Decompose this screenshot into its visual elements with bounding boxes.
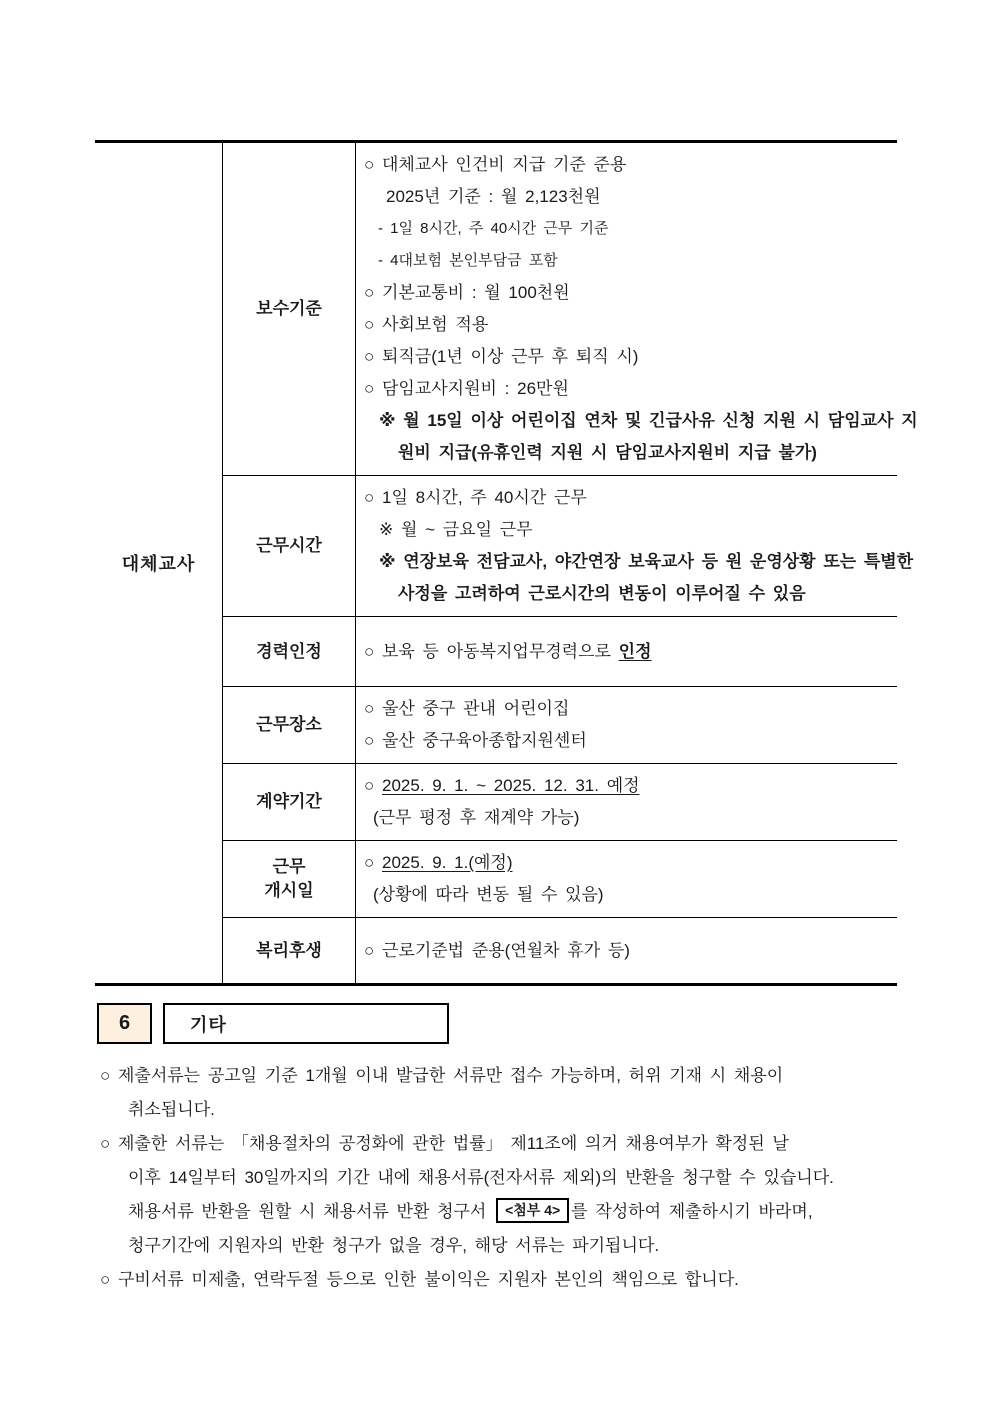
row-content-welfare — [355, 917, 897, 983]
contract-dates-underlined: 2025. 9. 1. ~ 2025. 12. 31. 예정 — [382, 776, 640, 795]
start-date-underlined: 2025. 9. 1.(예정) — [382, 853, 513, 872]
category-cell-substitute-teacher: 대체교사 — [121, 554, 196, 574]
compensation-line: ○ 담임교사지원비 : 26만원 — [364, 379, 569, 398]
start-date-line — [364, 847, 893, 879]
row-content-work-location — [355, 686, 897, 763]
start-date-label-line: 개시일 — [264, 881, 314, 900]
career-underlined-text: 인정 — [618, 641, 652, 661]
compensation-note-line: 원비 지급(유휴인력 지원 시 담임교사지원비 지급 불가) — [398, 443, 817, 462]
section-header — [97, 1003, 449, 1044]
start-date-bullet: ○ — [364, 853, 382, 872]
row-content-working-hours — [355, 475, 914, 616]
working-hours-note-line: ※ 연장보육 전담교사, 야간연장 보육교사 등 원 운영상황 또는 특별한 — [379, 552, 914, 571]
compensation-line: - 4대보험 본인부담금 포함 — [378, 252, 558, 269]
row-label-contract-period: 계약기간 — [222, 763, 355, 840]
note-line — [100, 1195, 960, 1229]
compensation-line: ○ 기본교통비 : 월 100천원 — [364, 283, 570, 302]
work-location-line: ○ 울산 중구 관내 어린이집 — [364, 699, 570, 718]
substitute-teacher-terms-table — [95, 140, 918, 986]
row-label-compensation: 보수기준 — [222, 143, 355, 475]
row-label-working-hours: 근무시간 — [222, 475, 355, 616]
row-label-career-recognition: 경력인정 — [222, 616, 355, 686]
note-line: 청구기간에 지원자의 반환 청구가 없을 경우, 해당 서류는 파기됩니다. — [128, 1236, 660, 1255]
note-line: ○ 제출한 서류는 「채용절차의 공정화에 관한 법률」 제11조에 의거 채용여부가 확정된 날 — [100, 1134, 789, 1153]
welfare-line: ○ 근로기준법 준용(연월차 휴가 등) — [364, 940, 630, 960]
row-label-start-date — [222, 840, 355, 917]
row-content-contract-period — [355, 763, 897, 840]
start-date-label-line: 근무 — [272, 857, 306, 876]
contract-bullet: ○ — [364, 776, 382, 795]
note-line: 이후 14일부터 30일까지의 기간 내에 채용서류(전자서류 제외)의 반환을 청구할 수 있습니다. — [128, 1168, 834, 1187]
row-content-start-date — [355, 840, 897, 917]
note-line: 취소됩니다. — [128, 1100, 215, 1119]
contract-period-line — [364, 770, 893, 802]
work-location-line: ○ 울산 중구육아종합지원센터 — [364, 731, 587, 750]
start-date-line: (상황에 따라 변동 될 수 있음) — [373, 885, 604, 904]
section-title: 기타 — [163, 1003, 449, 1044]
compensation-line: ○ 사회보험 적용 — [364, 315, 489, 334]
working-hours-note-line: 사정을 고려하여 근로시간의 변동이 이루어질 수 있음 — [398, 584, 806, 603]
working-hours-note-line: ※ 월 ~ 금요일 근무 — [379, 520, 533, 539]
working-hours-line: ○ 1일 8시간, 주 40시간 근무 — [364, 488, 587, 507]
note-line: ○ 구비서류 미제출, 연락두절 등으로 인한 불이익은 지원자 본인의 책임으로 합니다. — [100, 1270, 739, 1289]
note-text: 채용서류 반환을 원할 시 채용서류 반환 청구서 — [128, 1202, 487, 1221]
row-label-welfare: 복리후생 — [222, 917, 355, 983]
compensation-line: - 1일 8시간, 주 40시간 근무 기준 — [378, 220, 609, 237]
section-number-badge: 6 — [97, 1003, 152, 1044]
compensation-line: ○ 퇴직금(1년 이상 근무 후 퇴직 시) — [364, 347, 639, 366]
compensation-line: 2025년 기준 : 월 2,123천원 — [386, 187, 601, 206]
contract-period-line: (근무 평정 후 재계약 가능) — [373, 808, 580, 827]
compensation-note-line: ※ 월 15일 이상 어린이집 연차 및 긴급사유 신청 지원 시 담임교사 지 — [379, 411, 918, 430]
row-content-compensation — [355, 143, 918, 475]
notes-section — [100, 1059, 960, 1297]
row-content-career-recognition — [355, 616, 897, 686]
career-text: ○ 보육 등 아동복지업무경력으로 — [364, 641, 619, 661]
attachment-4-tag: <첨부 4> — [496, 1198, 569, 1223]
compensation-line: ○ 대체교사 인건비 지급 기준 준용 — [364, 155, 627, 174]
career-recognition-line — [364, 636, 893, 668]
row-label-work-location: 근무장소 — [222, 686, 355, 763]
note-line: ○ 제출서류는 공고일 기준 1개월 이내 발급한 서류만 접수 가능하며, 허위 기재 시 채용이 — [100, 1066, 784, 1085]
note-text: 를 작성하여 제출하시기 바라며, — [571, 1202, 813, 1221]
